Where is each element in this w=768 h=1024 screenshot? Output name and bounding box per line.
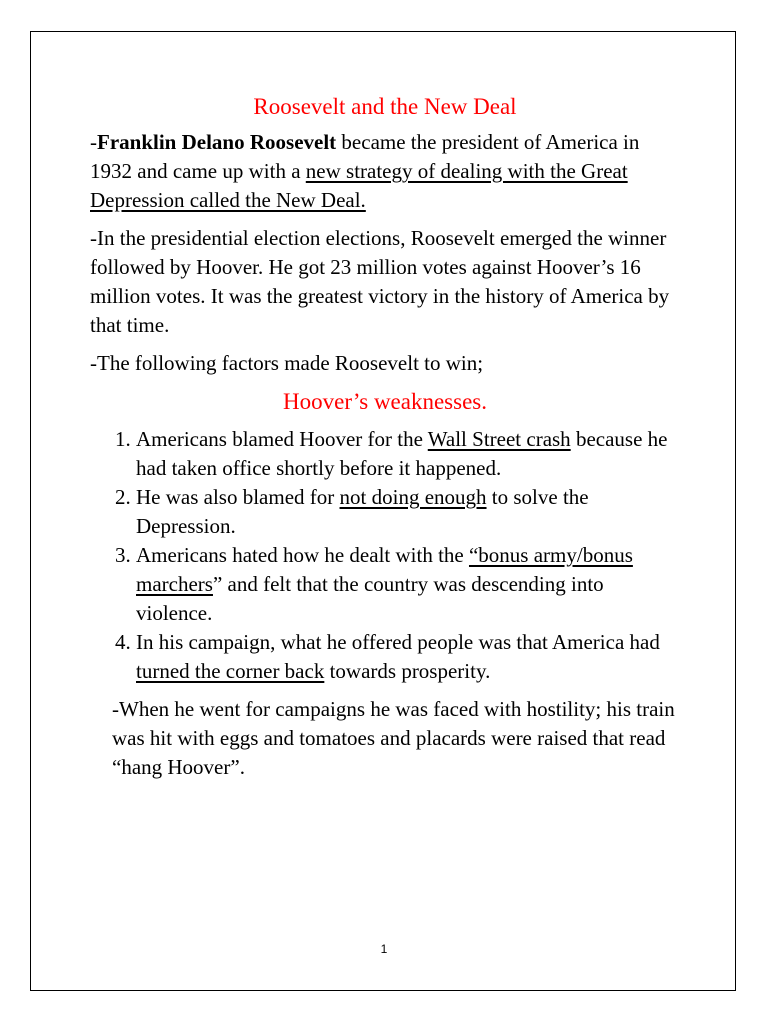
list-item-text: because he had taken office shortly before it happened.	[136, 427, 668, 480]
underlined-new-deal: new strategy of dealing with the Great Depression called the New Deal.	[90, 159, 628, 212]
paragraph-campaign-hostility: -When he went for campaigns he was faced with hostility; his train was hit with eggs and tomatoes and placards were raised that read “hang Hoover”.	[112, 697, 675, 779]
list-item	[136, 483, 680, 541]
list-item-underlined: Wall Street crash	[427, 427, 571, 451]
weaknesses-list	[90, 425, 680, 686]
bold-name: Franklin Delano Roosevelt	[97, 130, 337, 154]
paragraph-roosevelt-president	[90, 128, 680, 215]
list-item-text: to solve the Depression.	[136, 485, 589, 538]
paragraph-prefix: -	[90, 130, 97, 154]
list-item	[136, 628, 680, 686]
paragraph-text: became the president of America in 1932 and came up with a	[90, 130, 640, 183]
list-item-underlined: turned the corner back	[136, 659, 325, 683]
list-item	[136, 425, 680, 483]
document-body	[90, 92, 680, 791]
section-heading-hoover-weaknesses: Hoover’s weaknesses.	[283, 389, 487, 414]
paragraph-election: -In the presidential election elections, Roosevelt emerged the winner followed by Hoover. He got 23 million votes against Hoover’s 16 million votes. It was the greatest victory in the history of America by that time.	[90, 226, 670, 337]
list-item-underlined: not doing enough	[339, 485, 487, 509]
paragraph-factors: -The following factors made Roosevelt to win;	[90, 351, 484, 375]
list-item-text: Americans hated how he dealt with the	[136, 543, 469, 567]
list-item-text: He was also blamed for	[136, 485, 340, 509]
list-item	[136, 541, 680, 628]
page-number: 1	[380, 942, 388, 956]
list-item-text: towards prosperity.	[324, 659, 491, 683]
list-item-underlined: “bonus army/bonus marchers	[136, 543, 633, 596]
document-title: Roosevelt and the New Deal	[253, 94, 517, 119]
list-item-text: In his campaign, what he offered people was that America had	[136, 630, 660, 654]
list-item-text: ” and felt that the country was descending into violence.	[136, 572, 604, 625]
list-item-text: Americans blamed Hoover for the	[136, 427, 428, 451]
